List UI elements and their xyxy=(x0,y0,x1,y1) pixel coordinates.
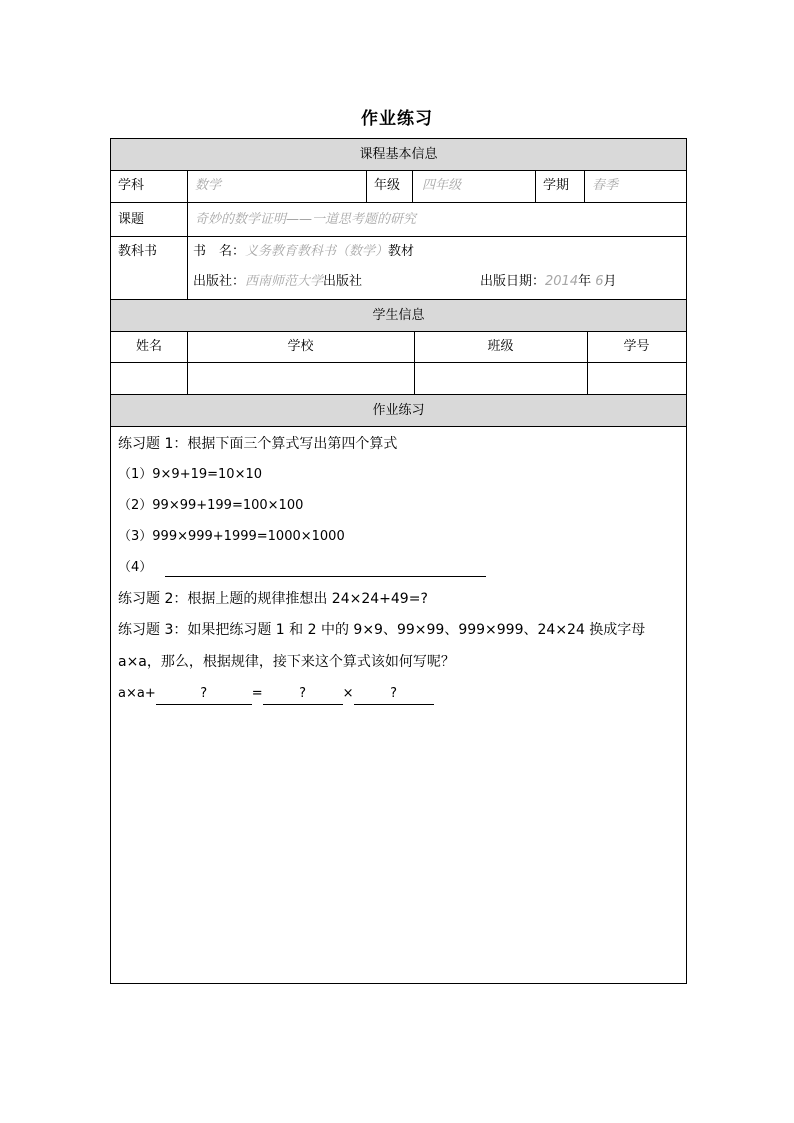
topic-row xyxy=(111,203,686,236)
formula-blank-2[interactable] xyxy=(263,684,343,705)
student-entry-row xyxy=(111,363,686,394)
blank-3-question-mark: ? xyxy=(390,686,397,701)
q2-text: 练习题 2：根据上题的规律推想出 24×24+49=? xyxy=(118,591,428,607)
topic-value: 奇妙的数学证明——一道思考题的研究 xyxy=(195,212,417,227)
course-info-header: 课程基本信息 xyxy=(359,147,438,162)
term-value: 春季 xyxy=(592,178,619,193)
column-school: 学校 xyxy=(287,339,314,354)
formula-blank-1[interactable] xyxy=(156,684,252,705)
topic-label: 课题 xyxy=(118,212,145,227)
q1-item-4-label: （4） xyxy=(118,560,153,575)
column-student-id: 学号 xyxy=(623,339,650,354)
pubdate-month-unit: 月 xyxy=(603,274,617,289)
exercise-header-row xyxy=(111,395,686,426)
q3-formula xyxy=(118,684,434,705)
worksheet-table xyxy=(110,138,687,984)
term-label: 学期 xyxy=(543,178,570,193)
student-info-header-row xyxy=(111,300,686,331)
course-info-header-row xyxy=(111,139,686,170)
book-name-line xyxy=(193,237,414,267)
subject-value: 数学 xyxy=(195,178,222,193)
formula-equals: = xyxy=(251,686,263,701)
book-name-value: 义务教育教科书（数学） xyxy=(245,244,389,259)
student-school-field[interactable] xyxy=(188,363,414,394)
course-meta-row xyxy=(111,171,686,201)
column-class: 班级 xyxy=(487,339,514,354)
blank-2-question-mark: ? xyxy=(299,686,307,701)
q1-item-3: （3）999×999+1999=1000×1000 xyxy=(118,529,345,544)
blank-1-question-mark: ? xyxy=(200,686,208,701)
publisher-prefix: 出版社： xyxy=(193,274,246,289)
pubdate-month: 6 xyxy=(595,274,604,289)
student-info-header: 学生信息 xyxy=(372,308,425,323)
book-name-prefix: 书 名： xyxy=(193,244,246,259)
textbook-row xyxy=(111,237,686,299)
grade-label: 年级 xyxy=(374,178,401,193)
q1-item-4 xyxy=(118,558,152,578)
pubdate-line xyxy=(480,267,617,297)
publisher-suffix: 出版社 xyxy=(323,274,363,289)
subject-label: 学科 xyxy=(118,178,145,193)
grade-value: 四年级 xyxy=(422,178,462,193)
q1-item-2: （2）99×99+199=100×100 xyxy=(118,498,304,513)
q3-text-line1: 练习题 3：如果把练习题 1 和 2 中的 9×9、99×99、999×999、24×24 换成字母 xyxy=(118,622,646,638)
student-name-field[interactable] xyxy=(111,363,187,394)
q1-item-1: （1）9×9+19=10×10 xyxy=(118,467,263,482)
formula-times: × xyxy=(342,686,354,701)
exercise-header: 作业练习 xyxy=(372,403,425,418)
pubdate-prefix: 出版日期： xyxy=(480,274,546,289)
pubdate-year-unit: 年 xyxy=(578,274,592,289)
textbook-label: 教科书 xyxy=(118,244,158,259)
page-title: 作业练习 xyxy=(361,109,433,129)
student-id-field[interactable] xyxy=(588,363,686,394)
student-class-field[interactable] xyxy=(415,363,587,394)
q1-answer-blank[interactable] xyxy=(165,576,486,577)
publisher-line xyxy=(193,267,362,297)
formula-prefix: a×a+ xyxy=(118,686,156,701)
q1-title: 练习题 1：根据下面三个算式写出第四个算式 xyxy=(118,436,398,452)
publisher-value: 西南师范大学 xyxy=(245,274,324,289)
formula-blank-3[interactable] xyxy=(354,684,434,705)
pubdate-year: 2014 xyxy=(545,274,579,289)
student-columns-row xyxy=(111,332,686,362)
column-name: 姓名 xyxy=(135,339,162,354)
book-name-suffix: 教材 xyxy=(388,244,415,259)
q3-text-line2: a×a，那么，根据规律，接下来这个算式该如何写呢？ xyxy=(118,654,455,670)
